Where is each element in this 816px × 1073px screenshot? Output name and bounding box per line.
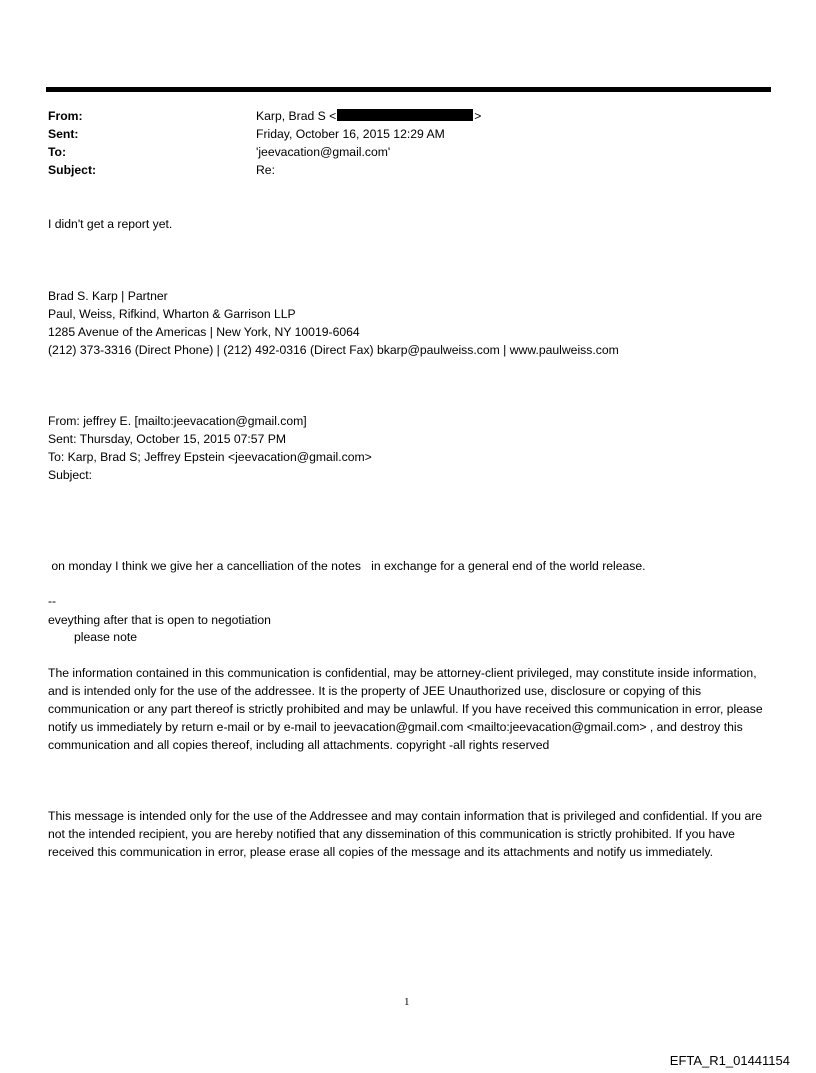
disclaimer-notice: This message is intended only for the use of the Addressee and may contain information that is privileged and confidential. If you are not the intended recipient, you are hereby notified that any dissemination of this communication is strictly prohibited. If you have received this communication in error, please erase all copies of the message and its attachments and notify us immediately. (48, 809, 763, 859)
quoted-subject: Subject: (48, 468, 93, 482)
redaction-box (337, 109, 473, 121)
subject-label: Subject: (48, 163, 97, 177)
signature-separator: -- (48, 594, 57, 608)
from-close: > (474, 109, 482, 123)
signature-block (48, 287, 619, 359)
sent-label: Sent: (48, 127, 79, 141)
email-header (48, 107, 481, 179)
to-label: To: (48, 145, 67, 159)
please-note: please note (74, 630, 138, 644)
reply-body: I didn't get a report yet. (48, 217, 173, 231)
quoted-sent: Sent: Thursday, October 15, 2015 07:57 PM (48, 432, 287, 446)
confidentiality-notice: The information contained in this communication is confidential, may be attorney-client privileged, may constitute inside information, and is intended only for the use of the addressee. It is the property of JEE Unauthorized use, disclosure or copying of this communication or any part thereof is strictly prohibited and may be unlawful. If you have received this communication in error, please notify us immediately by return e-mail or by e-mail to jeevacation@gmail.com <mailto:jeevacation@gmail.com> , and destroy this communication and all copies thereof, including all attachments. copyright -all rights reserved (48, 666, 763, 752)
signature-address: 1285 Avenue of the Americas | New York, NY 10019-6064 (48, 325, 360, 339)
sent-row (48, 125, 481, 143)
page-number: 1 (404, 996, 410, 1008)
from-name: Karp, Brad S < (256, 109, 337, 123)
quoted-to: To: Karp, Brad S; Jeffrey Epstein <jeevacation@gmail.com> (48, 450, 372, 464)
quoted-body (48, 521, 646, 647)
to-row (48, 143, 481, 161)
quoted-from: From: jeffrey E. [mailto:jeevacation@gmail.com] (48, 414, 307, 428)
sent-value: Friday, October 16, 2015 12:29 AM (256, 127, 445, 141)
bates-number: EFTA_R1_01441154 (669, 1053, 790, 1068)
quoted-body-line1: on monday I think we give her a cancelliation of the notes in exchange for a general end of the world release. (48, 559, 646, 573)
quoted-header (48, 412, 372, 484)
quoted-body-line2: eveything after that is open to negotiation (48, 613, 271, 627)
from-label: From: (48, 109, 83, 123)
to-value: 'jeevacation@gmail.com' (256, 145, 391, 159)
signature-name: Brad S. Karp | Partner (48, 289, 168, 303)
subject-value: Re: (256, 163, 275, 177)
from-row (48, 107, 481, 125)
signature-firm: Paul, Weiss, Rifkind, Wharton & Garrison LLP (48, 307, 296, 321)
signature-contact: (212) 373-3316 (Direct Phone) | (212) 492-0316 (Direct Fax) bkarp@paulweiss.com | www.paulweiss.com (48, 343, 619, 357)
header-rule (46, 87, 771, 92)
subject-row (48, 161, 481, 179)
from-value (256, 107, 481, 125)
